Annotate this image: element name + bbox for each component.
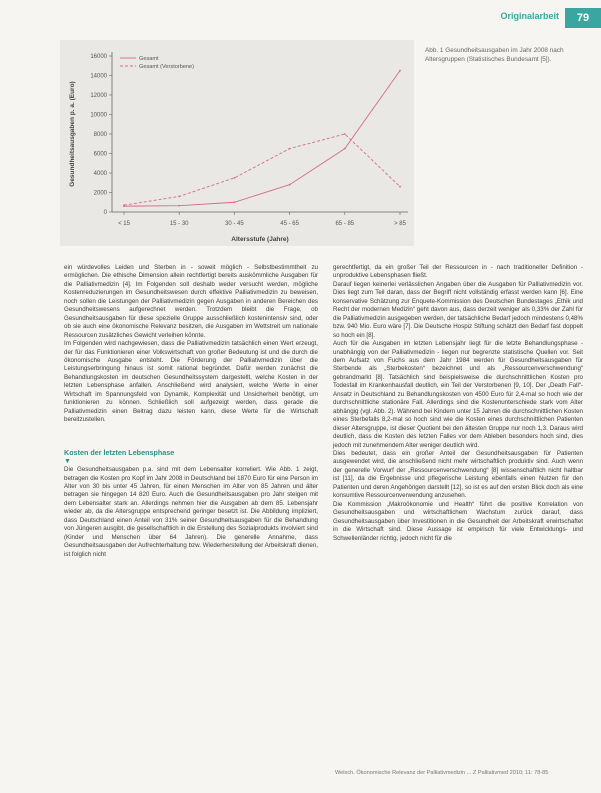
x-tick-label: 65 - 85 [335,221,355,227]
paragraph: Die Kommission „Makroökonomie und Health“ führt die positive Korrelation von Gesundheitsausgaben und wirtschaftlichem Wachstum zurück darauf, dass Gesundheitsausgaben über Investitionen in die Gesundheit der Arbeitskraft erwirtschaftet in die Wirtschaft sind. Diese Aussage ist empirisch für viele Entwicklungs- und Schwellenländer richtig, jedoch nicht für die [333,500,583,542]
paragraph: gerechtfertigt, da ein großer Teil der Ressourcen in - nach traditioneller Definition - unproduktive Lebensphasen fließt. [333,264,583,280]
spacer [64,425,318,445]
x-axis-label: Altersstufe (Jahre) [231,236,289,243]
y-axis-label: Gesundheitsausgaben p. a. (Euro) [69,81,76,187]
page-number-badge: 79 [565,8,601,28]
text-column-left [64,264,318,559]
paragraph: ein würdevolles Leiden und Sterben in - soweit möglich - Selbstbestimmtheit zu ermöglichen. Die ethische Dimension allein rechtfertigt bereits auskömmliche Ausgaben für die Palliativmedizin [4]. Im Folgenden soll deshalb weder versucht werden, mögliche Kostenreduzierungen im Gesundheitswesen durch effektive Palliativmedizin zu beweisen, noch sollen die Leistungen der Palliativmedizin gegen Ausgaben in anderen Bereichen des Gesundheitswesens aufgerechnet werden. Trotzdem bleibt die Frage, ob Gesundheitsausgaben für diese spezielle Gruppe ausschließlich kostenintensiv sind, oder ob sie auch eine ökonomische Relevanz besitzen, die Ausgaben im Wettstreit um nationale Ressourcen zusätzliches Gewicht verleihen könnte. [64,264,318,339]
x-tick-label: 15 - 30 [169,221,189,227]
data-point [178,196,180,198]
y-tick-label: 16000 [90,54,107,60]
legend-entry: Gesamt (Verstorbene) [139,64,195,70]
legend-entry: Gesamt [139,56,159,62]
paragraph: Darauf liegen keinerlei verlässlichen Angaben über die Ausgaben für Palliativmedizin vor. Dies liegt zum Teil daran, dass der Begriff nicht vollständig erfasst werden kann [6]. Eine konservative Schätzung zur Enquete-Kommission des Deutschen Bundestages „Ethik und Recht der modernen Medizin“ geht davon aus, dass derzeit weniger als 0,33% der Zahl für die Palliativmedizin ausgegeben werden, der tatsächliche Bedarf jedoch mindestens 0,48% bzw. 940 Mio. Euro wäre [7]. Die Deutsche Hospiz Stiftung schätzt den Bedarf fast doppelt so hoch ein [8]. [333,280,583,339]
y-tick-label: 8000 [93,132,107,138]
y-tick-label: 2000 [93,190,107,197]
paragraph: Auch für die Ausgaben im letzten Lebensjahr liegt für die letzte Behandlungsphase - unabhängig von der Palliativmedizin - liegen nur begrenzte statistische Quellen vor. Seit dem Aufsatz von Fuchs aus dem Jahr 1984 werden für Gesundheitsausgaben für Sterbende als „Sterbekosten“ bezeichnet und als „Ressourcenverschwendung“ gebrandmarkt [8]. Tatsächlich sind beispielsweise die durchschnittlichen Kosten pro Todesfall im Krankenhausfall deutlich, ein Teil der Verstorbenen [9, 10]. Der „Death Fall“-Ansatz in Deutschland zu Behandlungskosten von 4500 Euro für 2,4-mal so hoch wie der durchschnittliche stationäre Fall. Allerdings sind die Kostenunterschiede stark vom Alter abhängig (vgl. Abb. 2). Während bei Kindern unter 15 Jahren die durchschnittlichen Kosten eines Sterbefalls 8,2-mal so hoch sind wie die Kosten eines durchschnittlichen Patienten dieser Altersgruppe, ist dieser Quotient bei den ältesten Gruppe nur noch 1,3. Daraus wird deutlich, dass die Kosten des letzten Falles vor dem Ableben besonders hoch sind, dies jedoch mit zunehmendem Alter weniger deutlich wird. [333,340,583,449]
data-point [234,177,236,179]
data-point [399,70,401,72]
series-line [124,71,400,207]
paragraph: Dies bedeutet, dass ein großer Anteil der Gesundheitsausgaben für Patienten ausgewendet wird, die anschließend nicht mehr wirtschaftlich produktiv sind. Auch wenn der generelle Vorwurf der „Ressourcenverschwendung“ [8] wissenschaftlich nicht haltbar ist [11], da die Ergebnisse und pflegerische Leistung ebenfalls einen Nutzen für den Patienten und deren Angehörigen darstellt [12], so ist es auf den ersten Blick doch als eine konsumtive Ressourcenverwendung anzusehen. [333,449,583,500]
data-point [234,201,236,203]
y-tick-label: 14000 [90,73,107,80]
y-tick-label: 0 [103,210,107,216]
y-tick-label: 6000 [93,151,107,158]
figure-caption: Abb. 1 Gesundheitsausgaben im Jahr 2008 nach Altersgruppen (Statistisches Bundesamt [5]). [425,47,564,63]
y-tick-label: 12000 [90,93,107,99]
data-point [178,205,180,207]
health-expenditure-chart [60,40,416,250]
y-tick-label: 4000 [93,171,107,177]
series-line [124,134,400,205]
data-point [399,186,401,188]
data-point [123,204,125,206]
section-heading: Kosten der letzten Lebensphase [64,447,175,457]
data-point [344,133,346,135]
paragraph: Im Folgenden wird nachgewiesen, dass die Palliativmedizin tatsächlich einen Wert erzeugt, der für das Funktionieren einer Volkswirtschaft von großer Bedeutung ist und die durch die ökonomische Ausgabe entsteht. Die Förderung der Palliativmedizin über die Leistungserbringung hinaus ist somit rational begründet. Dafür werden zunächst die Behandlungskosten im deutschen Gesundheitssystem dargestellt, welche Kosten in der letzten Lebensphase anfallen. Anschließend wird analysiert, welche Werte in einer Wirtschaft im Spannungsfeld von Dynamik, Komplexität und Unsicherheit benötigt, um funktionieren zu können. Schließlich soll aufgezeigt werden, dass gerade die Palliativmedizin einen Beitrag dazu leisten kann, diese Werte für die Wirtschaft bereitzustellen. [64,340,318,424]
section-marker: ▼ [64,458,71,466]
page-header [1,4,601,32]
data-point [344,148,346,150]
paragraph: Die Gesundheitsausgaben p.a. sind mit dem Lebensalter korreliert. Wie Abb. 1 zeigt, betragen die Kosten pro Kopf im Jahr 2008 in Deutschland bei 1870 Euro für eine Person im Alter von 30 bis unter 45 Jahren, für einen Menschen im Alter von 85 Jahren und älter betragen sie hingegen 14 820 Euro. Auch die Gesundheitsausgaben pro Jahr steigen mit dem Lebensalter stark an. Allerdings nehmen hier die Ausgaben ab dem 85. Lebensjahr wieder ab, da die Altersgruppe entsprechend geringer besetzt ist. Die Abbildung impliziert, dass Deutschland einen Anteil von 31% seiner Gesundheitsausgaben für die Behandlung von Jüngeren ausgibt, die gesellschaftlich in die Erstellung des Sozialprodukts involviert sind (Kinder und Menschen über 64 Jahren). Die generelle Annahme, dass Gesundheitsausgaben der Aufrechterhaltung bzw. Wiederherstellung der Arbeitskraft dienen, ist folglich nicht [64,466,318,558]
y-tick-label: 10000 [90,112,107,119]
left-paragraph-group [64,264,318,425]
x-tick-label: > 85 [394,221,406,227]
x-tick-label: 30 - 45 [225,221,244,227]
page-footer: Welsch. Ökonomische Relevanz der Palliativmedizin ... Z Palliativmed 2010; 11: 78-85 [335,770,549,776]
data-point [289,148,291,150]
x-tick-label: 45 - 65 [280,221,299,227]
data-point [289,184,291,186]
text-column-right [333,264,583,543]
section-label: Originalarbeit [500,11,559,21]
x-tick-label: < 15 [118,221,130,227]
left-paragraph-group-2 [64,466,318,559]
